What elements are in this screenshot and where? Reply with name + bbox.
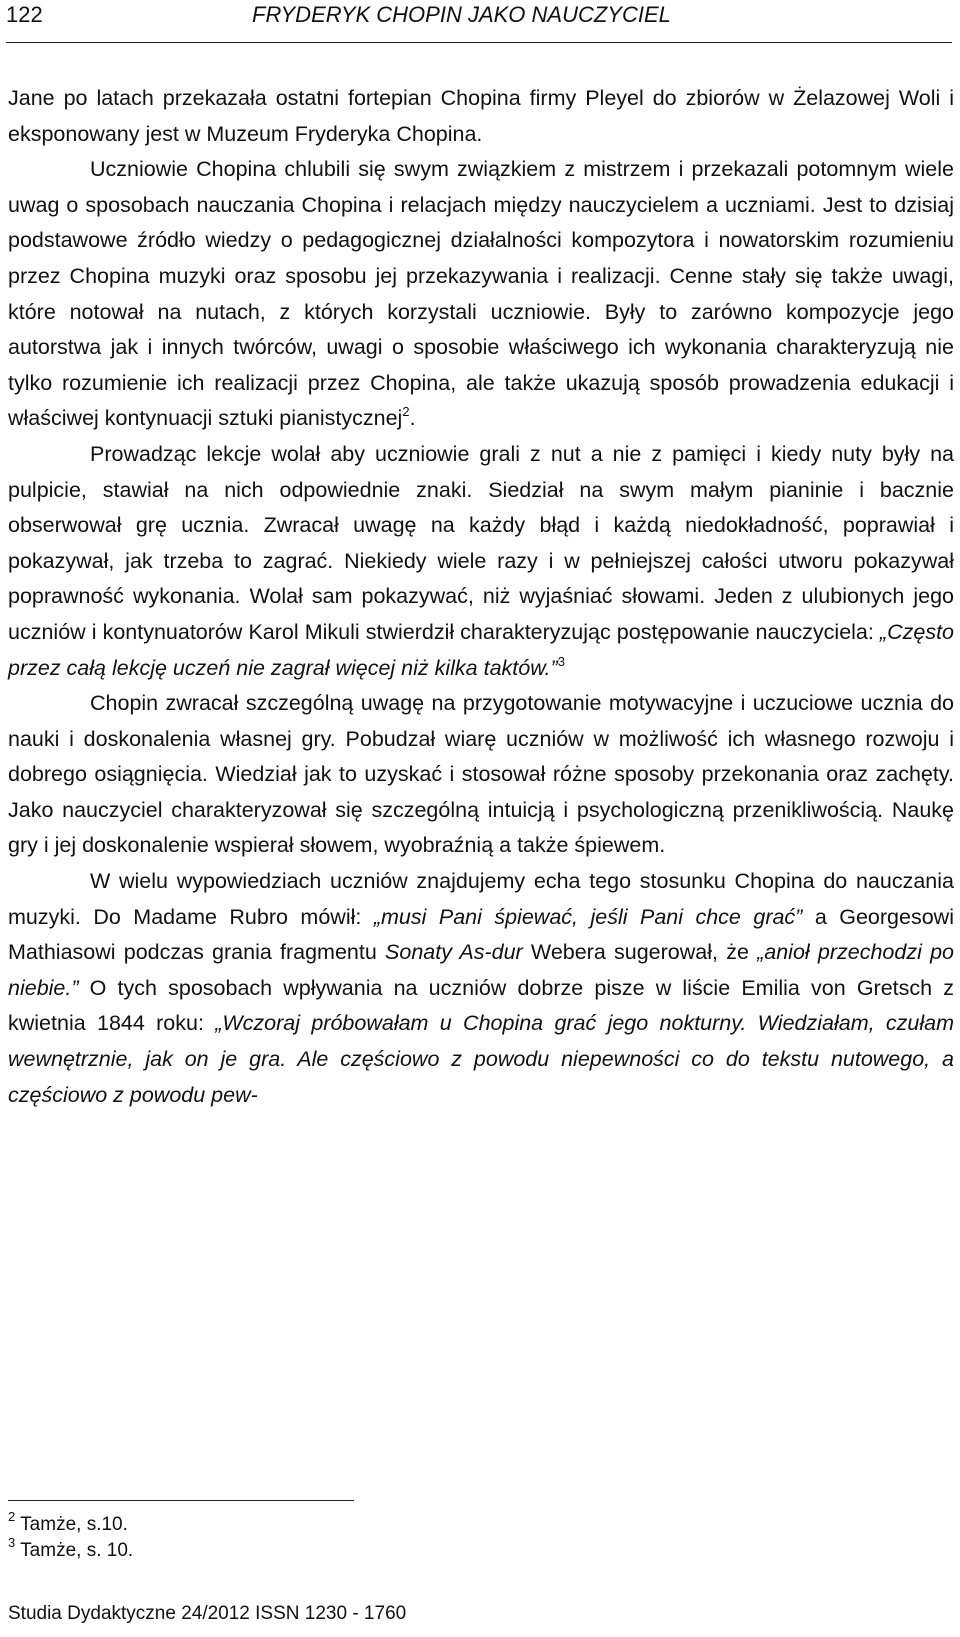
paragraph-5-part-b: a Georgesowi Mathiasowi podczas grania fragmentu [8, 904, 954, 965]
footnote-ref-3: 3 [557, 653, 565, 669]
paragraph-5-part-c: Webera sugerował, że [522, 940, 758, 965]
page-footer: Studia Dydaktyczne 24/2012 ISSN 1230 - 1760 [8, 1603, 407, 1624]
footnote-ref-2: 2 [402, 404, 410, 420]
gretsch-quote: „Wczoraj próbowałam u Chopina grać jego nokturny. Wiedziałam, czułam wewnętrznie, jak on je gra. Ale częściowo z powodu niepewności co do tekstu nutowego, a częściowo z powodu pew- [8, 1011, 954, 1107]
footnote-separator [8, 1500, 354, 1501]
sonata-title: Sonaty As-dur [385, 940, 523, 965]
paragraph-2-text: Uczniowie Chopina chlubili się swym związkiem z mistrzem i przekazali potomnym wiele uwag o sposobach nauczania Chopina i relacjach między nauczycielem a uczniami. Jest to dzisiaj podstawowe źródło wiedzy o pedagogicznej działalności kompozytora i nowatorskim rozumieniu przez Chopina muzyki oraz sposobu jej przekazywania i realizacji. Cenne stały się także uwagi, które notował na nutach, z których korzystali uczniowie. Były to zarówno kompozycje jego autorstwa jak i innych twórców, uwagi o sposobie właściwego ich wykonania charakteryzują nie tylko rozumienie ich realizacji przez Chopina, ale także ukazują sposób prowadzenia edukacji i właściwej kontynuacji sztuki pianistycznej [8, 157, 954, 431]
footnote-3 [8, 1535, 134, 1564]
paragraph-3-text: Prowadząc lekcje wolał aby uczniowie grali z nut a nie z pamięci i kiedy nuty były na pulpicie, stawiał na nich odpowiednie znaki. Siedział na swym małym pianinie i bacznie obserwował grę ucznia. Zwracał uwagę na każdy błąd i każdą niedokładność, poprawiał i pokazywał, jak trzeba to zagrać. Niekiedy wiele razy i w pełniejszej całości utworu pokazywał poprawność wykonania. Wolał sam pokazywać, niż wyjaśniać słowami. Jeden z ulubionych jego uczniów i kontynuatorów Karol Mikuli stwierdził charakteryzując postępowanie nauczyciela: [8, 441, 954, 644]
footnote-2-text: Tamże, s.10. [15, 1514, 128, 1535]
mikuli-quote: „Często przez całą lekcję uczeń nie zagrał więcej niż kilka taktów.” [8, 619, 954, 680]
body-text [8, 81, 954, 1113]
footnote-3-number: 3 [8, 1535, 16, 1550]
page-number: 122 [6, 2, 43, 27]
paragraph-2 [8, 152, 954, 437]
running-title: FRYDERYK CHOPIN JAKO NAUCZYCIEL [252, 2, 671, 27]
footnotes [8, 1509, 134, 1564]
paragraph-4: Chopin zwracał szczególną uwagę na przygotowanie motywacyjne i uczuciowe ucznia do nauki i doskonalenia własnej gry. Pobudzał wiarę uczniów w możliwość ich własnego rozwoju i dobrego osiągnięcia. Wiedział jak to uzyskać i stosował różne sposoby przekonania oraz zachęty. Jako nauczyciel charakteryzował się szczególną intuicją i psychologiczną przenikliwością. Naukę gry i jej doskonalenie wspierał słowem, wyobraźnią a także śpiewem. [8, 691, 954, 858]
paragraph-5 [8, 864, 954, 1113]
rubro-quote: „musi Pani śpiewać, jeśli Pani chce grać” [373, 904, 803, 929]
footnote-2-number: 2 [8, 1509, 16, 1524]
footnote-2 [8, 1509, 133, 1538]
page-header [6, 0, 952, 43]
paragraph-5-part-d: O tych sposobach wpływania na uczniów dobrze pisze w liście Emilia von Gretsch z kwietnia 1844 roku: [8, 975, 954, 1036]
paragraph-3 [8, 437, 954, 686]
angel-quote: „anioł przechodzi po niebie.” [8, 940, 954, 1000]
paragraph-5-part-a: W wielu wypowiedziach uczniów znajdujemy echa tego stosunku Chopina do nauczania muzyki. Do Madame Rubro mówił: [8, 869, 954, 929]
paragraph-1: Jane po latach przekazała ostatni fortepian Chopina firmy Pleyel do zbiorów w Żelazowej Woli i eksponowany jest w Muzeum Fryderyka Chopina. [8, 86, 954, 146]
footnote-3-text: Tamże, s. 10. [15, 1540, 134, 1561]
paragraph-2-end: . [409, 406, 416, 431]
